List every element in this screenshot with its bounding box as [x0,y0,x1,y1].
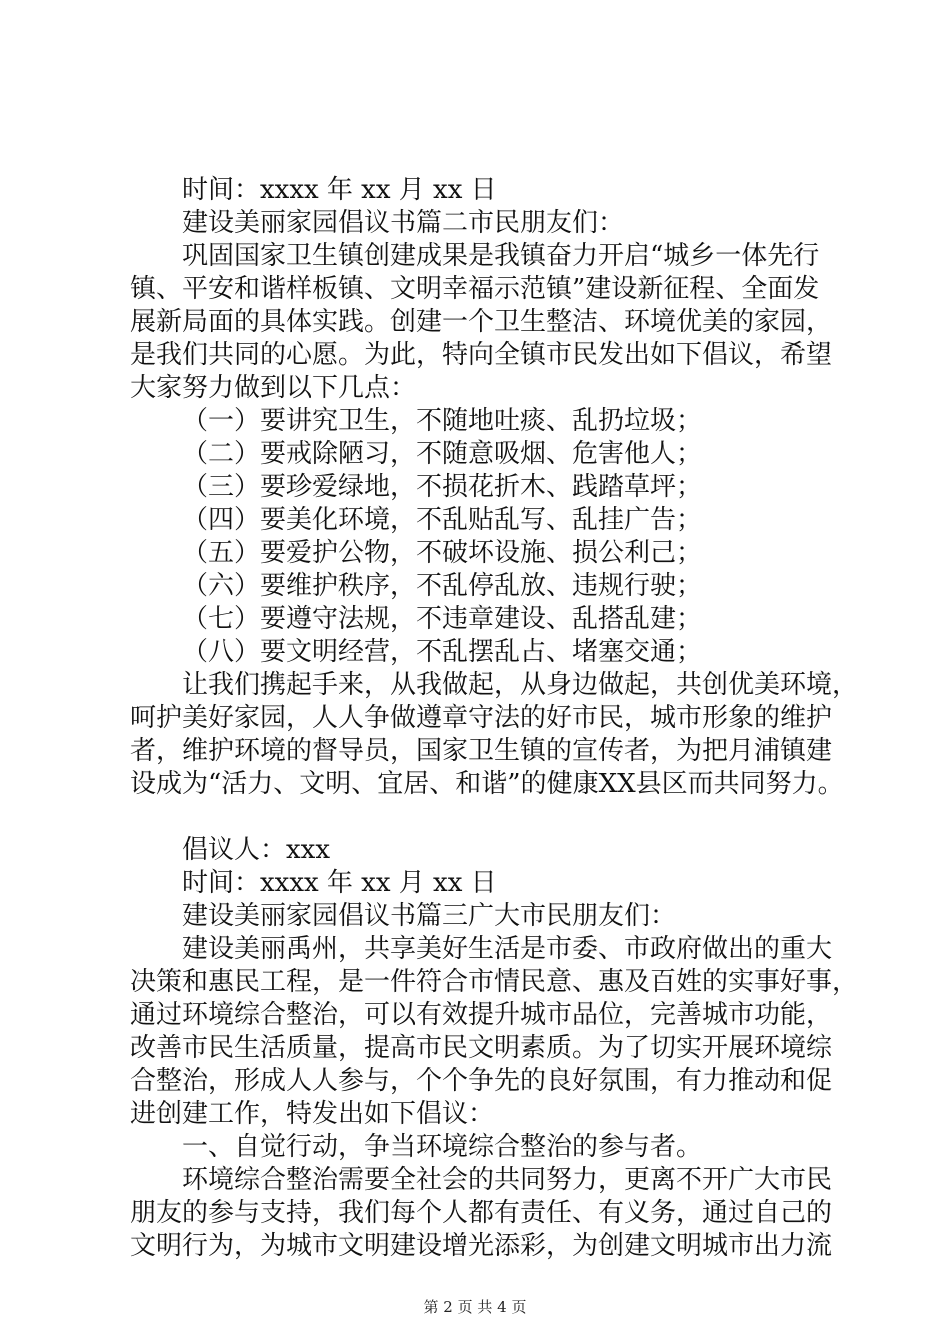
list-item: （五）要爱护公物，不破坏设施、损公利己； [182,538,703,568]
paragraph-line: 大家努力做到以下几点： [130,373,417,403]
proposer-line: 倡议人：xxx [182,835,330,865]
list-item: （三）要珍爱绿地，不损花折木、践踏草坪； [182,472,703,502]
paragraph-line: 朋友的参与支持，我们每个人都有责任、有义务，通过自己的 [130,1198,833,1228]
list-item: （四）要美化环境，不乱贴乱写、乱挂广告； [182,505,703,535]
list-item: （六）要维护秩序，不乱停乱放、违规行驶； [182,571,703,601]
list-item: （八）要文明经营，不乱摆乱占、堵塞交通； [182,637,703,667]
time-line: 时间：xxxx 年 xx 月 xx 日 [182,175,497,205]
paragraph-line: 呵护美好家园，人人争做遵章守法的好市民，城市形象的维护 [130,703,833,733]
paragraph-line: 镇、平安和谐样板镇、文明幸福示范镇”建设新征程、全面发 [130,274,820,304]
paragraph-line: 通过环境综合整治，可以有效提升城市品位，完善城市功能， [130,1000,833,1030]
section-heading: 建设美丽家园倡议书篇三广大市民朋友们： [182,901,677,931]
blank-line [130,801,842,834]
document-body [130,174,859,1263]
paragraph-line: 改善市民生活质量，提高市民文明素质。为了切实开展环境综 [130,1033,833,1063]
paragraph-line: 者，维护环境的督导员，国家卫生镇的宣传者，为把月浦镇建 [130,736,833,766]
paragraph-line: 建设美丽禹州，共享美好生活是市委、市政府做出的重大 [182,934,833,964]
page-footer: 第 2 页 共 4 页 [423,1298,527,1316]
paragraph-line: 环境综合整治需要全社会的共同努力，更离不开广大市民 [182,1165,833,1195]
paragraph-line: 展新局面的具体实践。创建一个卫生整洁、环境优美的家园， [130,307,833,337]
paragraph-line: 进创建工作，特发出如下倡议： [130,1099,495,1129]
list-item: （二）要戒除陋习，不随意吸烟、危害他人； [182,439,703,469]
paragraph-line: 让我们携起手来，从我做起，从身边做起，共创优美环境， [182,670,859,700]
list-item: （一）要讲究卫生，不随地吐痰、乱扔垃圾； [182,406,703,436]
list-item: （七）要遵守法规，不违章建设、乱搭乱建； [182,604,703,634]
point-heading: 一、自觉行动，争当环境综合整治的参与者。 [182,1132,703,1162]
section-heading: 建设美丽家园倡议书篇二市民朋友们： [182,208,625,238]
time-line: 时间：xxxx 年 xx 月 xx 日 [182,868,497,898]
paragraph-line: 合整治，形成人人参与，个个争先的良好氛围，有力推动和促 [130,1066,833,1096]
paragraph-line: 文明行为，为城市文明建设增光添彩，为创建文明城市出力流 [130,1231,833,1261]
paragraph-line: 决策和惠民工程，是一件符合市情民意、惠及百姓的实事好事， [130,967,859,997]
paragraph-line: 设成为“活力、文明、宜居、和谐”的健康XX县区而共同努力。 [130,769,844,799]
paragraph-line: 是我们共同的心愿。为此，特向全镇市民发出如下倡议，希望 [130,340,833,370]
paragraph-line: 巩固国家卫生镇创建成果是我镇奋力开启“城乡一体先行 [182,241,820,271]
